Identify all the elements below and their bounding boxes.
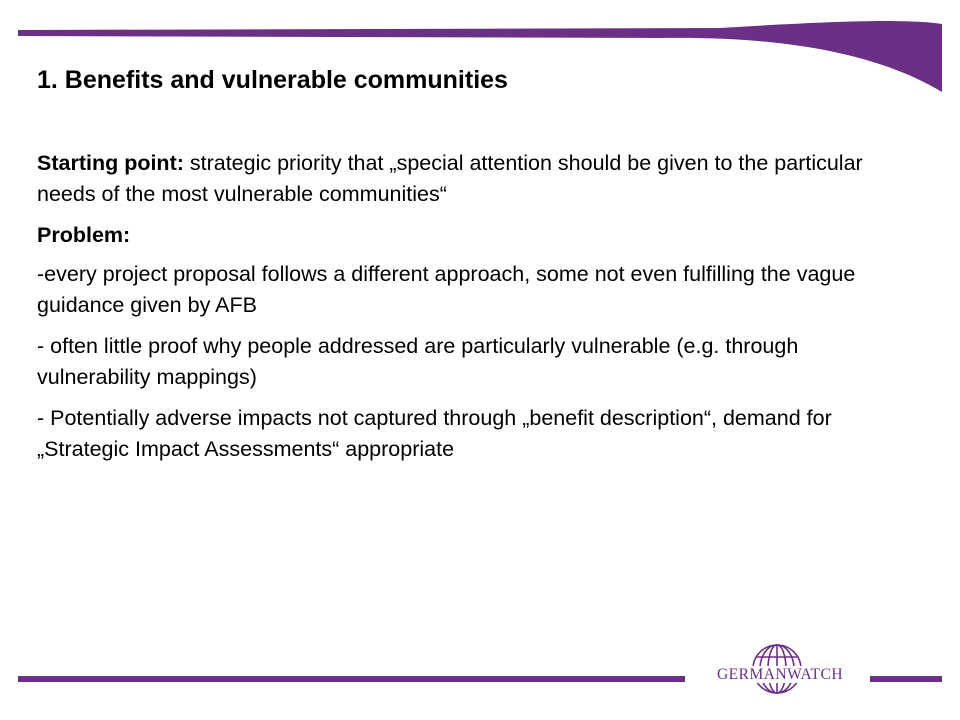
footer-bar-left [18, 676, 685, 682]
bullet-item: - Potentially adverse impacts not captured through „benefit description“, demand for „Strategic Impact Assessments“ appropriate [37, 406, 832, 461]
germanwatch-logo [700, 640, 860, 712]
bullet-item: - often little proof why people addressed are particularly vulnerable (e.g. through vulnerability mappings) [37, 334, 799, 389]
footer-bar-right [870, 676, 942, 682]
slide-body [37, 148, 917, 475]
bullet-item: -every project proposal follows a different approach, some not even fulfilling the vague guidance given by AFB [37, 262, 856, 317]
problem-label: Problem: [37, 223, 131, 247]
starting-point-label: Starting point: [37, 151, 184, 175]
starting-point-paragraph [37, 148, 917, 210]
logo-text: GERMANWATCH [716, 666, 844, 683]
slide-title: 1. Benefits and vulnerable communities [37, 66, 508, 94]
starting-point-text: strategic priority that „special attention should be given to the particular needs of the most vulnerable communities“ [37, 151, 863, 206]
